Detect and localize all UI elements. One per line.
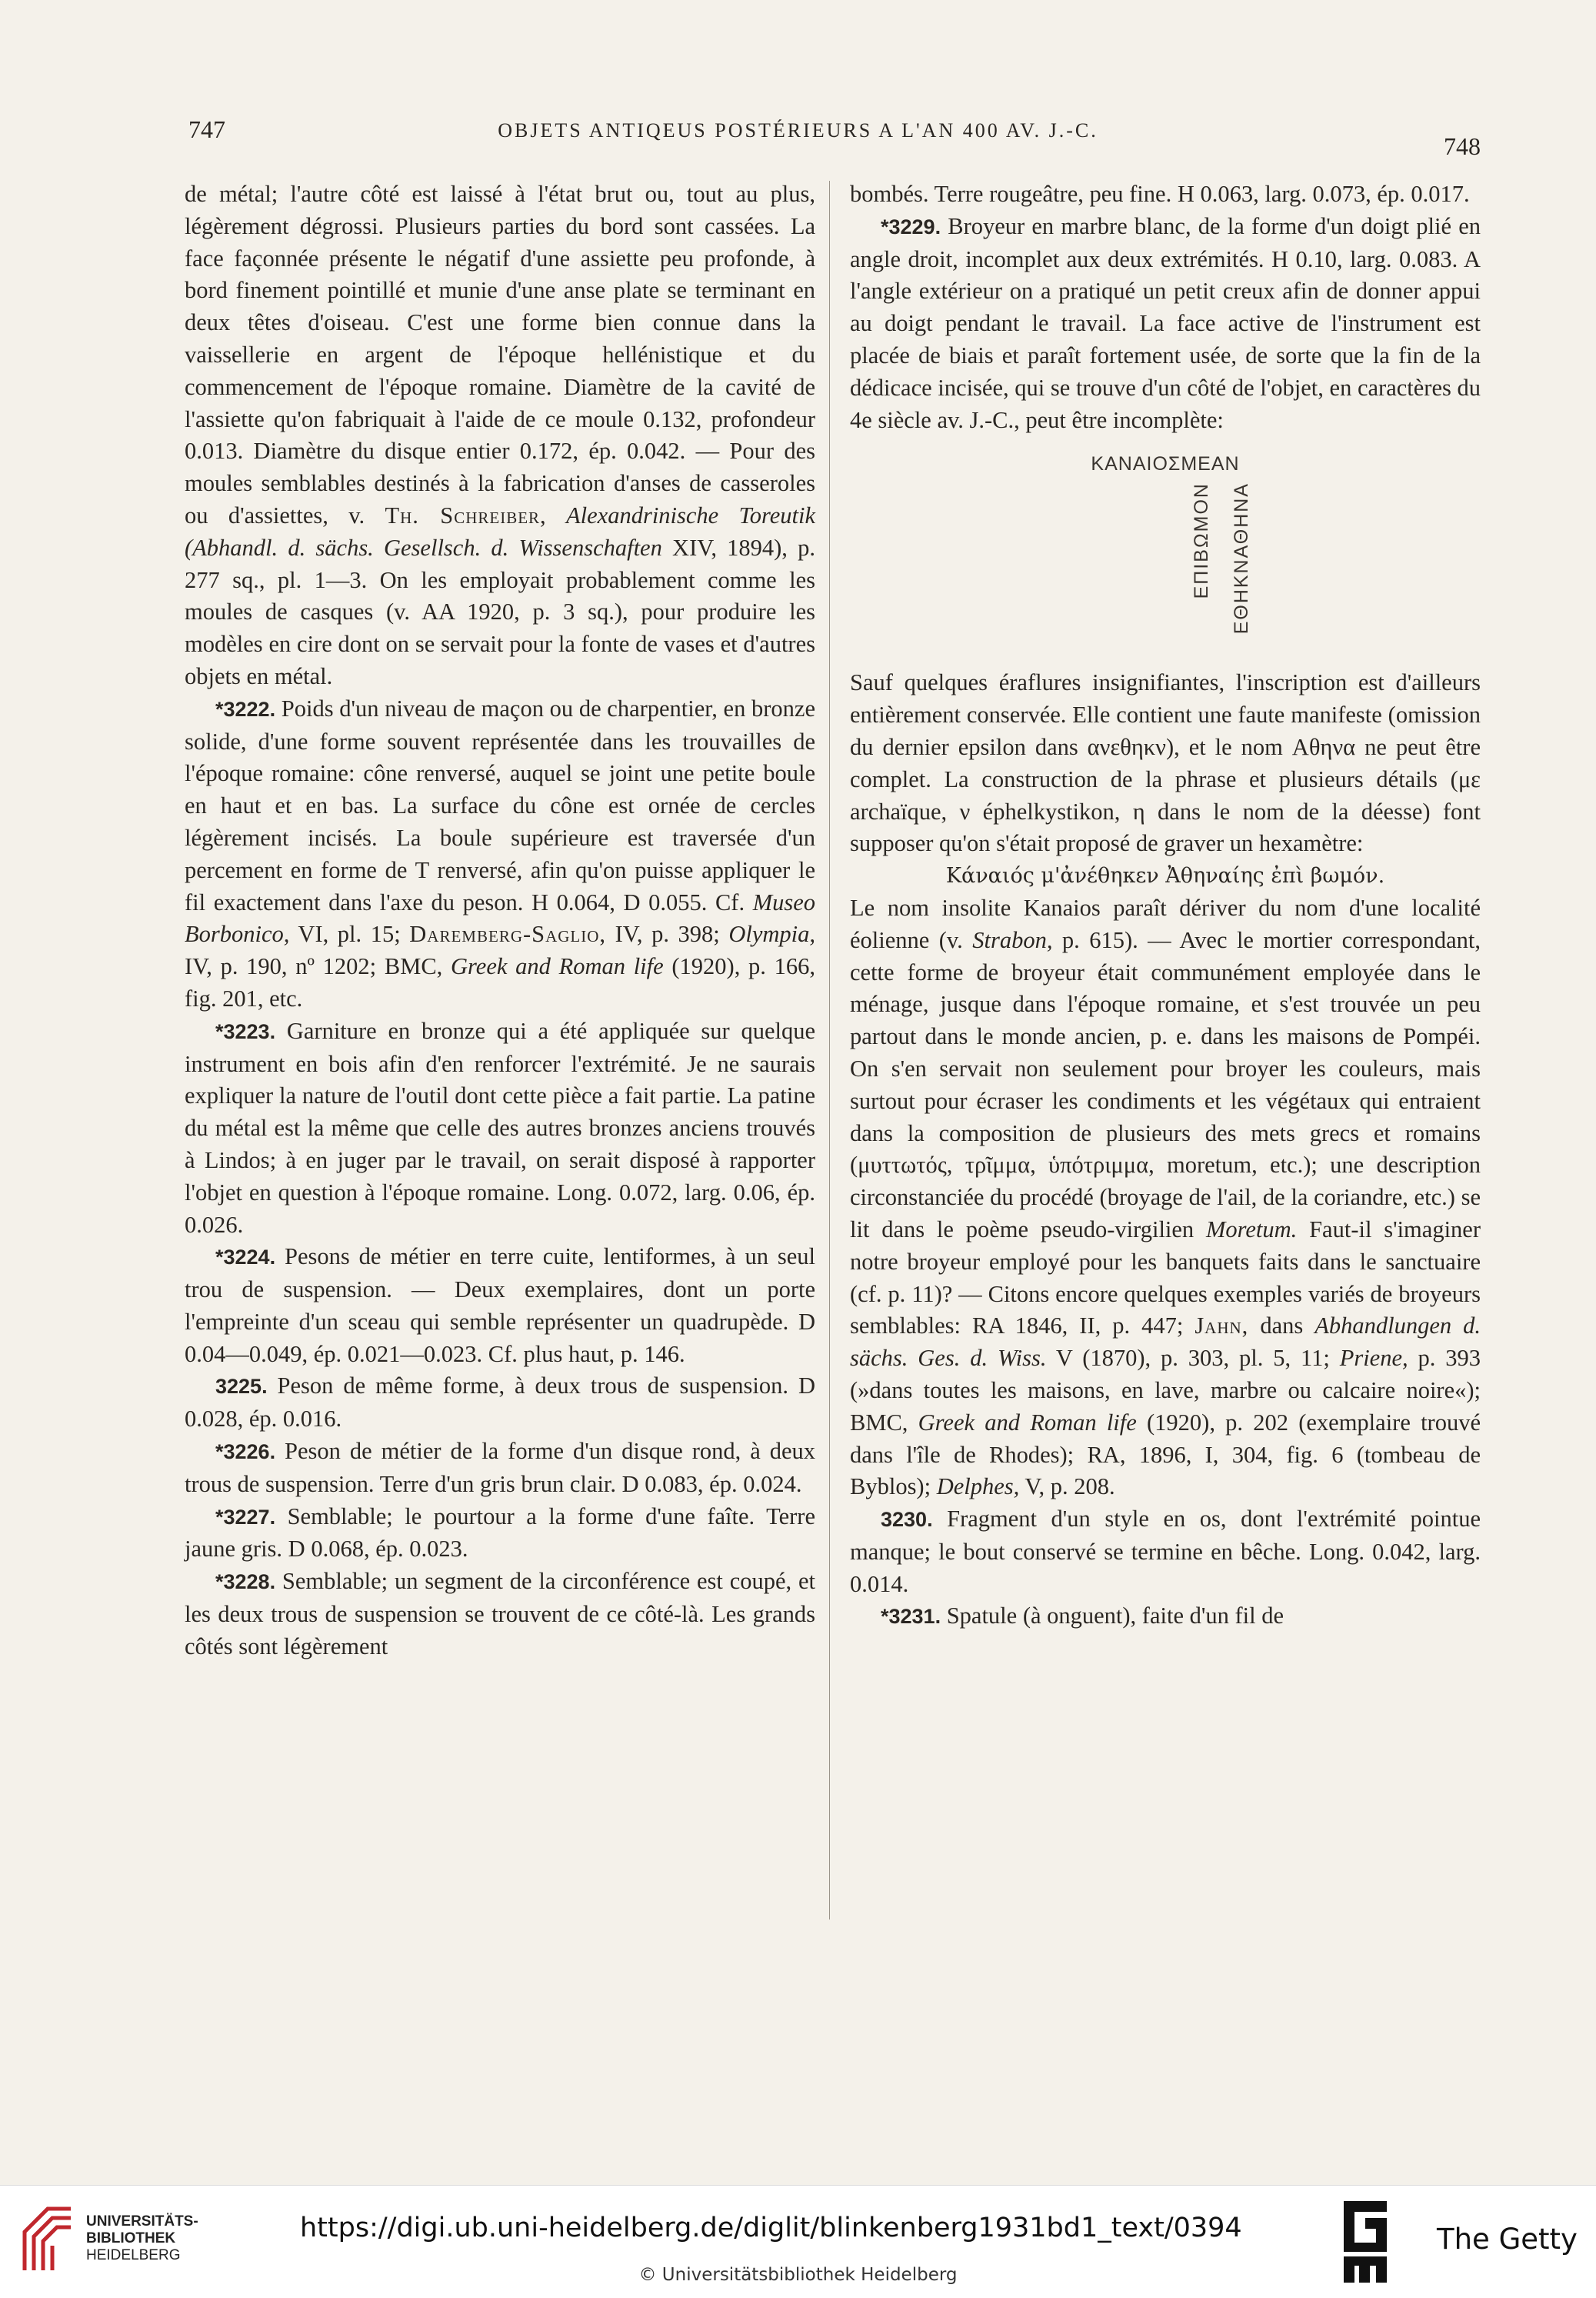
entry-3225: 3225. Peson de même forme, à deux trous de suspension. D 0.028, ép. 0.016. <box>185 1372 815 1432</box>
entry-3231: *3231. Spatule (à onguent), faite d'un fil de <box>881 1603 1284 1629</box>
permalink-url[interactable]: https://digi.ub.uni-heidelberg.de/diglit/blinkenberg1931bd1_text/0394 <box>300 2213 1242 2243</box>
entry-number: *3223. <box>215 1019 276 1043</box>
entry-number: *3228. <box>215 1570 276 1594</box>
entry-number: *3224. <box>215 1246 276 1269</box>
entry-3229: *3229. Broyeur en marbre blanc, de la forme d'un doigt plié en angle droit, incomplet aux deux extrémités. H 0.10, larg. 0.083. A l'angle extérieur on a pratiqué un petit creux afin de donner appui au doigt pendant le travail. La face active de l'instrument est placée de biais et paraît fortement usée, de sorte que la fin de la dédicace incisée, qui se trouve d'un côté de l'objet, en caractères du 4e siècle av. J.-C., peut être incomplète: <box>850 212 1481 433</box>
greek-hexameter: Κάναιός μ'ἀνέθηκεν Ἀθηναίης ἐπὶ βωμόν. <box>945 864 1385 889</box>
entry-3230: 3230. Fragment d'un style en os, dont l'extrémité pointue manque; le bout conservé se termine en bêche. Long. 0.042, larg. 0.014. <box>850 1506 1481 1597</box>
inscription-line-2: ΕΘΗΚΝΑΘΗΝΑ <box>1231 482 1252 635</box>
column-divider <box>829 181 830 1919</box>
commentary-paragraph: Le nom insolite Kanaios paraît dériver du nom d'une localité éolienne (v. Strabon, p. 615). — Avec le mortier correspondant, cette forme de broyeur était communément employée dans le ménage, jusque dans l'époque romaine, et s'est trouvée un peu partout dans le monde ancien, p. e. dans les maisons de Pompéi. On s'en servait non seulement pour broyer les couleurs, mais surtout pour écraser les condiments et les végétaux qui entraient dans la composition de plusieurs des mets grecs et romains (μυττωτός, τρῖμμα, ὑπότριμμα, moretum, etc.); une description circonstanciée du procédé (broyage de l'ail, de la coriandre, etc.) se lit dans le poème pseudo-virgilien Moretum. Faut-il s'imaginer notre broyeur employé pour les banquets faits dans le sanctuaire (cf. p. 11)? — Citons encore quelques exemples variés de broyeurs semblables: RA 1846, II, p. 447; Jahn, dans Abhandlungen d. sächs. Ges. d. Wiss. V (1870), p. 303, pl. 5, 11; Priene, p. 393 (»dans toutes les maisons, en lave, marbre ou calcaire noire«); BMC, Greek and Roman life (1920), p. 202 (exemplaire trouvé dans l'île de Rhodes); RA, 1896, I, 304, fig. 6 (tombeau de Byblos); Delphes, V, p. 208. <box>850 894 1481 1500</box>
entry-number: *3226. <box>215 1440 276 1464</box>
entry-3223: *3223. Garniture en bronze qui a été appliquée sur quelque instrument en bois afin d'en renforcer l'extrémité. Je ne saurais expliquer la nature de l'outil dont cette pièce a fait partie. La patine du métal est la même que celle des autres bronzes anciens trouvés à Lindos; à en juger par le travail, on serait disposé à rapporter l'objet en question à l'époque romaine. Long. 0.072, larg. 0.06, ép. 0.026. <box>185 1017 816 1238</box>
entry-3228: *3228. Semblable; un segment de la circonférence est coupé, et les deux trous de suspension se trouvent de ce côté-là. Les grands côtés sont légèrement <box>185 1568 816 1659</box>
entry-number: *3229. <box>881 215 941 238</box>
inscription-line-1: ΚΑΝΑΙΟΣΜΕΑΝ <box>1091 453 1240 475</box>
left-column <box>185 178 815 1663</box>
continuation-paragraph: de métal; l'autre côté est laissé à l'état brut ou, tout au plus, légèrement dégrossi. Plusieurs parties du bord sont cassées. La face façonnée présente le négatif d'une assiette peu profonde, à bord finement pointillé et munie d'une anse plate se terminant en deux têtes d'oiseau. C'est une forme bien connue dans la vaissellerie en argent de l'époque hellénistique et du commencement de l'époque romaine. Diamètre de la cavité de l'assiette qu'on fabriquait à l'aide de ce moule 0.132, profondeur 0.013. Diamètre du disque entier 0.172, ép. 0.042. — Pour des moules semblables destinés à la fabrication d'anses de casseroles ou d'assiettes, v. Th. Schreiber, Alexandrinische Toreutik (Abhandl. d. sächs. Gesellsch. d. Wissenschaften XIV, 1894), p. 277 sq., pl. 1—3. On les employait probablement comme les moules de casques (v. AA 1920, p. 3 sq.), pour produire les modèles en cire dont on se servait pour la fonte de vases et d'autres objets en métal. <box>185 181 816 689</box>
copyright-notice: © Universitätsbibliothek Heidelberg <box>638 2265 958 2285</box>
getty-logo[interactable] <box>1342 2201 1388 2286</box>
page-number-right: 748 <box>1444 132 1481 160</box>
entry-3222: *3222. Poids d'un niveau de maçon ou de charpentier, en bronze solide, d'une forme souvent représentée dans les trouvailles de l'époque romaine: cône renversé, auquel se joint une petite boule en haut et en bas. La surface du cône est ornée de cercles légèrement incisés. La boule supérieure est traversée d'un percement en forme de T renversé, afin qu'on puisse appliquer le fil exactement dans l'axe du peson. H 0.064, D 0.055. Cf. Museo Borbonico, VI, pl. 15; Daremberg-Saglio, IV, p. 398; Olympia, IV, p. 190, nº 1202; BMC, Greek and Roman life (1920), p. 166, fig. 201, etc. <box>185 695 816 1012</box>
entry-number: *3227. <box>215 1505 276 1529</box>
inscription-commentary: Sauf quelques éraflures insignifiantes, l'inscription est d'ailleurs entièrement conservée. Elle contient une faute manifeste (omission du dernier epsilon dans ανεθηκν), et le nom Αθηνα ne peut être complet. La construction de la phrase et plusieurs détails (με archaïque, ν éphelkystikon, η dans le nom de la déesse) font supposer qu'on s'était proposé de graver un hexamètre: <box>850 669 1481 857</box>
inscription-line-3: ΕΠΙΒΩΜΟΝ <box>1191 482 1212 599</box>
page-number-left: 747 <box>188 115 225 143</box>
entry-number: *3231. <box>881 1605 941 1629</box>
viewer-footer <box>0 2185 1596 2298</box>
entry-number: *3222. <box>215 697 276 721</box>
entry-3226: *3226. Peson de métier de la forme d'un disque rond, à deux trous de suspension. Terre d'un gris brun clair. D 0.083, ép. 0.024. <box>185 1438 816 1497</box>
entry-3227: *3227. Semblable; le pourtour a la forme d'une faîte. Terre jaune gris. D 0.068, ép. 0.023. <box>185 1503 815 1563</box>
continuation-paragraph: bombés. Terre rougeâtre, peu fine. H 0.063, larg. 0.073, ép. 0.017. <box>850 181 1470 207</box>
entry-3224: *3224. Pesons de métier en terre cuite, lentiformes, à un seul trou de suspension. — Deux exemplaires, dont un porte l'empreinte d'un sceau qui semble représenter un quadrupède. D 0.04—0.049, ép. 0.021—0.023. Cf. plus haut, p. 146. <box>185 1243 815 1367</box>
university-library-name[interactable]: UNIVERSITÄTS- BIBLIOTHEK HEIDELBERG <box>86 2213 198 2263</box>
right-column <box>850 178 1481 1633</box>
page-header <box>0 115 1596 162</box>
inscription-figure <box>850 436 1481 667</box>
running-title: OBJETS ANTIQEUS POSTÉRIEURS A L'AN 400 AV. J.-C. <box>498 119 1098 142</box>
getty-name[interactable]: The Getty <box>1437 2223 1578 2256</box>
entry-number: 3230. <box>881 1508 933 1532</box>
entry-number: 3225. <box>215 1375 268 1399</box>
